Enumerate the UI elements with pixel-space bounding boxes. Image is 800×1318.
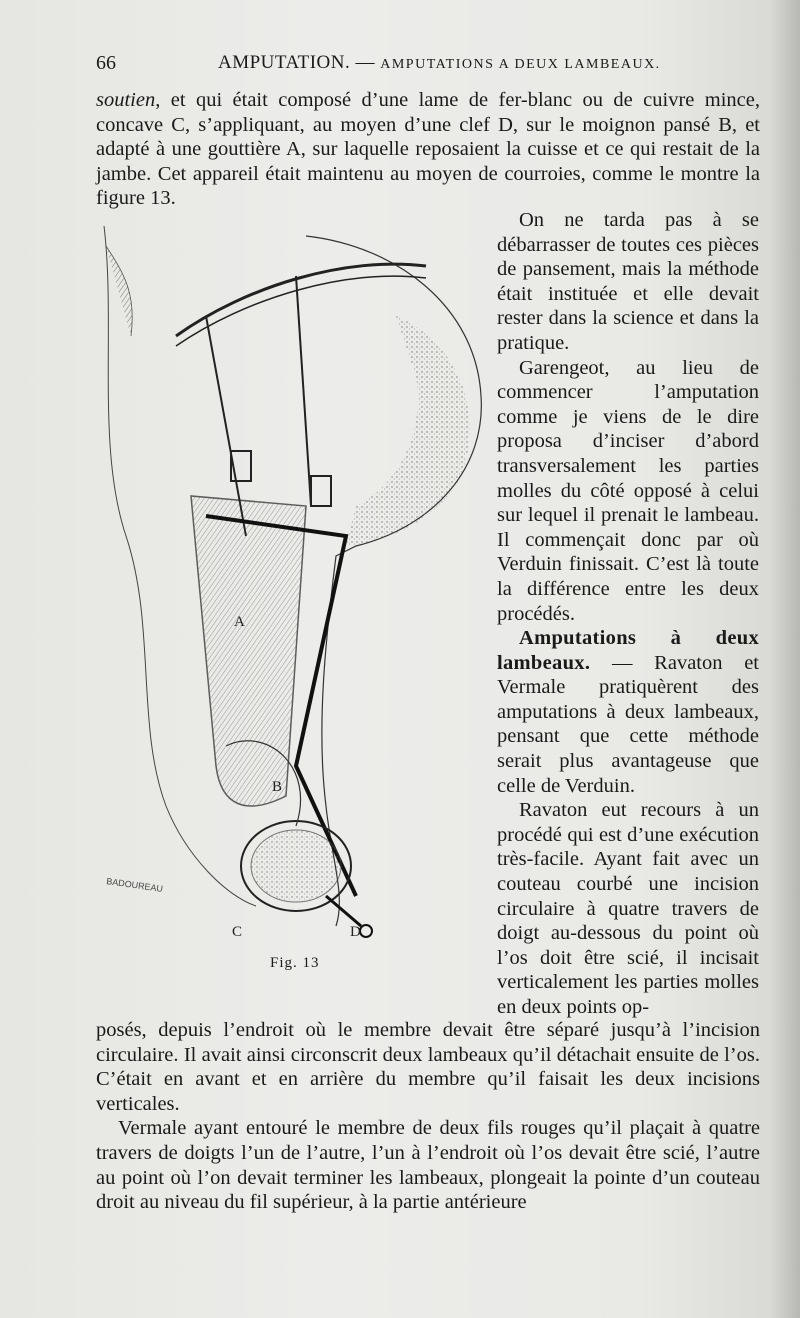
right-column-text <box>497 208 759 1020</box>
page-header <box>96 48 756 78</box>
top-paragraph <box>96 88 760 211</box>
bottom-paragraph-2: Vermale ayant entouré le membre de deux fils rouges qu’il plaçait à quatre travers de doigts l’un de l’autre, l’un à l’endroit où l’os devait être scié, l’autre au point où l’on devait terminer les lambeaux, plongeait la pointe d’un couteau droit au niveau du fil supérieur, à la partie antérieure <box>96 1117 760 1214</box>
thigh-outline <box>306 236 481 926</box>
label-c: C <box>232 924 243 940</box>
right-paragraph-4: Ravaton eut recours à un procédé qui est d’une exécution très-facile. Ayant fait avec un couteau courbé une incision circulaire à quatre travers de doigt au-dessous du point où l’os doit être scié, il incisait verticalement les parties molles en deux points op- <box>497 799 759 1018</box>
bottom-paragraph-1: posés, depuis l’endroit où le membre devait être séparé jusqu’à l’incision circulaire. Il avait ainsi circonscrit deux lambeaux qu’il détachait ensuite de l’os. C’était en avant et en arrière du membre qu’il faisait les deux incisions verticales. <box>96 1019 760 1115</box>
right-paragraph-1: On ne tarda pas à se débarrasser de toutes ces pièces de pansement, mais la méthode était instituée et elle devait rester dans la science et dans la pratique. <box>497 209 759 354</box>
bottom-text <box>96 1018 760 1215</box>
running-head <box>218 52 661 74</box>
belt-strap <box>176 264 426 336</box>
strap-buckle-right <box>311 476 331 506</box>
figure-13-illustration <box>96 206 496 976</box>
right-paragraph-3-text: — Ravaton et Vermale pratiquèrent des amputations à deux lambeaux, pensant que cette méthode serait plus avantageuse que celle de Verduin. <box>497 651 759 797</box>
right-strap <box>296 276 311 506</box>
running-head-dash: — <box>350 52 381 73</box>
label-a: A <box>234 614 245 630</box>
hip-shading <box>106 246 132 336</box>
key-d <box>326 896 361 926</box>
italic-word: soutien <box>96 89 156 111</box>
figure-caption: Fig. 13 <box>270 955 320 971</box>
label-d: D <box>350 924 361 940</box>
engraver-signature: BADOUREAU <box>105 876 164 894</box>
page-shadow <box>770 0 800 1318</box>
gutter-splint-a <box>191 496 306 806</box>
running-head-subtitle: AMPUTATIONS A DEUX LAMBEAUX. <box>380 57 661 72</box>
section-heading: Amputations à deux lambeaux. <box>497 627 759 674</box>
page-number: 66 <box>96 52 116 74</box>
buttock-shading <box>346 316 470 546</box>
right-paragraph-3 <box>497 626 759 798</box>
running-head-title: AMPUTATION. <box>218 52 351 73</box>
top-paragraph-text: , et qui était composé d’une lame de fer-blanc ou de cuivre mince, concave C, s’appliquant, au moyen d’une clef D, sur le moignon pansé B, et adapté à une gouttière A, sur laquelle reposaient la cuisse et ce qui restait de la jambe. Cet appareil était maintenu au moyen de courroies, comme le montre la figure 13. <box>96 89 760 210</box>
leg-apparatus-engraving <box>96 206 496 976</box>
right-paragraph-2: Garengeot, au lieu de commencer l’amputation comme je viens de le dire proposa d’inciser d’abord transversalement les parties molles du côté opposé à celui sur lequel il prenait le lambeau. Il commençait donc par où Verduin finissait. C’est là toute la différence entre les deux procédés. <box>497 356 759 625</box>
label-b: B <box>272 779 283 795</box>
